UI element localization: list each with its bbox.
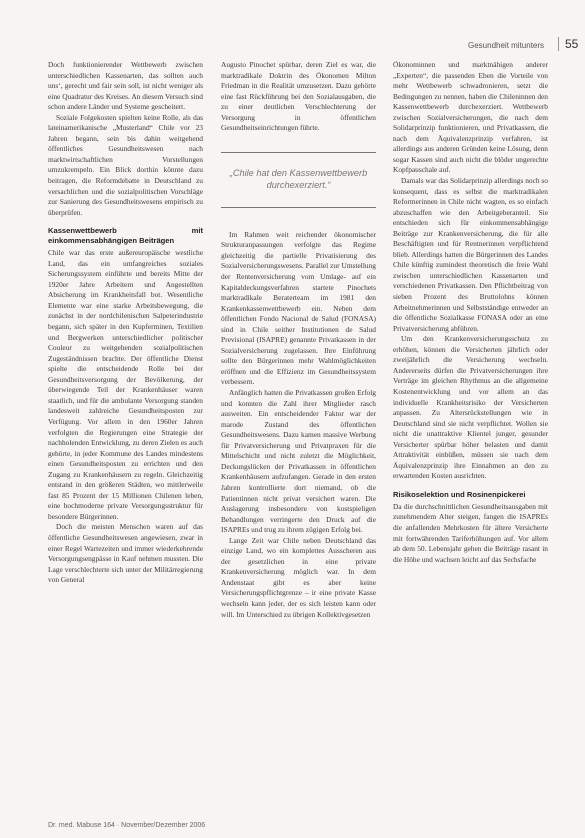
paragraph: Doch die meisten Menschen waren auf das öffentliche Gesundheitswesen angewiesen, zwar in einer Regel Wartezeiten und immer wiederkehrende Versorgungsengpässe in Kauf nehmen mussten. Die Lage verschlechterte sich unter der Militärregierung von General: [48, 522, 203, 585]
paragraph: Doch funktionierender Wettbewerb zwischen unterschiedlichen Kassenarten, das sollten auch uns‘, gerecht und fair sein soll, ist nicht weniger als eine Quadratur des Kreises. An diesem Versuch sind schon andere Länder und Systeme gescheitert.: [48, 60, 203, 112]
paragraph: Um den Krankenversicherungsschutz zu erhöhen, können die Versicherten jährlich oder zweijährlich die Versicherung wechseln. Andererseits dürfen die Privatversicherungen ihre Verträge im gleichen Rhythmus an die allgemeine Kostenentwicklung und vor allem an das individuelle Krankheitsrisiko der Versicherten anpassen. Zu Altersrückstellungen wie in Deutschland sind sie nicht verpflichtet. Wollen sie nicht die unattraktive Klientel junger, gesunder Versicherter spürbar höher belasten und damit Attraktivität einbüßen, müssen sie nach dem Äquivalenzprinzip ihre Einnahmen an den zu erwartenden Kosten ausrichten.: [393, 334, 548, 481]
paragraph: Soziale Folgekosten spielten keine Rolle, als das lateinamerikanische „Musterland“ Chile vor 23 Jahren begann, sein bis dahin weitgehend öffentliches Gesundheitswesen nach marktwirtschaftlichen Vorstellungen umzukrempeln. Ein Blick dorthin könnte dazu beitragen, die Reformdebatte in Deutschland zu versachlichen und die sozialpolitischen Vorschläge zur Sanierung des Gesundheitswesens empirisch zu überprüfen.: [48, 112, 203, 217]
subheading: Kassenwettbewerb mit einkommensabhängigen Beiträgen: [48, 226, 203, 246]
paragraph: Augusto Pinochet spürbar, deren Ziel es war, die marktradikale Doktrin des Ökonomen Milton Friedman in die Realität umzusetzen. Dazu gehörte eine fast Rückführung bei den Sozialausgaben, die zu einer deutlichen Verschlechterung der Versorgung in öffentlichen Gesundheitseinrichtungen führte.: [221, 60, 376, 133]
paragraph: Anfänglich hatten die Privatkassen großen Erfolg und konnten die Zahl ihrer Mitglieder rasch ausweiten. Ein entscheidender Faktor war der marode Zustand des öffentlichen Gesundheitswesens. Dazu kamen massive Werbung für Privatversicherung und Privatpraxen für die Mittelschicht und nicht zuletzt die Möglichkeit, Deckungslücken der Privatkassen in öffentlichen Krankenhäusern aufzufangen. Gerade in den ersten Jahren kontrollierte dort niemand, ob die Patientinnen nicht privat versichert waren. Die Auslagerung insbesondere von kostspieligen Behandlungen verringerte den Druck auf die ISAPREs und trug zu ihrem zügigen Erfolg bei.: [221, 388, 376, 535]
column-3: [393, 60, 548, 565]
column-1: [48, 60, 203, 586]
subheading: Risikoselektion und Rosinenpickerei: [393, 489, 526, 499]
paragraph: Ökonominnen und marktnähigen anderer „Experten“, die passenden Eben die Vorteile von mehr Wettbewerb schwadronieren, setzt die Bedingungen zu nennen, haben die Chileninnen den Kassenwettbewerb durchexerziert. Wettbewerb zwischen Sozialversicherungen, die nach dem Solidarprinzip funktionieren, und Privatkassen, die nach dem Äquivalenzprinzip verfahren, ist allerdings aus anderen Gründen keine Lösung, denn sogar Kassen sind auch nicht die blöder ungerechte Kopfpauschale auf.: [393, 60, 548, 175]
page-footer: Dr. med. Mabuse 164 · November/Dezember 2006: [48, 822, 206, 829]
pull-quote: „Chile hat den Kassenwettbewerb durchexerziert.“: [221, 152, 376, 208]
paragraph: Im Rahmen weit reichender ökonomischer Strukturanpassungen verfolgte das Regime gleichzeitig die partielle Privatisierung des Sozialversicherungswesens. Parallel zur Umstellung der Rentenversicherung vom Umlage- auf ein Kapitaldeckungsverfahren startete Pinochets marktradikale Beraterteam im 1981 den Krankenkassenwettbewerb ein. Neben dem öffentlichen Fondo Nacional de Salud (FONASA) sind in Chile seither Institutionen de Salud Previsional (ISAPRE) genannte Privatkassen in der Sozialversicherung zugelassen. Ihre Einführung sollte den Bürgerinnen mehr Wahlmöglichkeiten eröffnen und die Effizienz im Gesundheitssystem verbessern.: [221, 229, 376, 387]
page-number: 55: [558, 37, 578, 51]
paragraph: Da die durchschnittlichen Gesundheitsausgaben mit zunehmendem Alter steigen, fangen die ISAPREs die anfallenden Mehrkosten für ältere Versicherte mit fortwährenden Tariferhöhungen auf. Vor allem ab dem 50. Lebensjahr gehen die Beiträge rasant in die Höhe und wachsen leicht auf das Sechsfache: [393, 501, 548, 564]
paragraph: Damals war das Solidarprinzip allerdings noch so konsequent, dass es selbst die marktradikalen Reformerinnen in Chile nicht wagten, es so einfach abzuschaffen wie den Arbeitgeberanteil. Sie entschieden sich für einkommensabhängige Beiträge zur Krankenversicherung, die für alle Beschäftigten und für Rentnerinnen verpflichtend blieb. Allerdings hatten die Bürgerinnen des Landes Chile künftig zumindest theoretisch die freie Wahl zwischen unterschiedlichen Kassenarten und verschiedenen Privatkassen. Den Pflichtbeitrag von sieben Prozent des Bruttolohns können Arbeitnehmerinnen und Selbstständige entweder an die öffentliche Sozialkasse FONASA oder an eine Privatversicherung abführen.: [393, 176, 548, 333]
section-title: Gesundheit mitunters: [468, 41, 545, 50]
column-2: [221, 60, 376, 620]
paragraph: Chile war das erste außereuropäische westliche Land, das ein umfangreiches soziales Sicherungssystem einführte und bereits Mitte der 1920er Jahre Arbeitern und Angestellten Absicherung im Krankheitsfall bot. Wesentliche Elemente war eine starke Arbeitsbewegung, die zunächst in der nordchilenischen Salpeterindustrie begann, sich später in den Kupferminen, Textilien und Bergwerken unterschiedlicher politischer Couleur zu weitgehenden sozialpolitischen Zugeständnissen brachte. Der öffentliche Dienst spielte die entscheidende Rolle bei der Gesundheitsversorgung der Bevölkerung, der überwiegende Teil der Krankenhäuser waren staatlich, und für die ambulante Versorgung standen landesweit zahlreiche Gesundheitsposten zur Verfügung. Vor allem in den 1960er Jahren verfolgten die Regierungen eine Strategie der nachholenden Entwicklung, zu deren Zielen es auch gehörte, in jeder Kommune des Landes mindestens einen Gesundheitsposten zu errichten und den Zugang zu Krankenhäusern zu regeln. Gleichzeitig entstand in den größeren Städten, wo mittlerweile fast 85 Prozent der 15 Millionen Chilenen leben, eine hochmoderne private Versorgungsstruktur für besondere Bürgerinnen.: [48, 248, 203, 521]
paragraph: Lange Zeit war Chile neben Deutschland das einzige Land, wo ein komplettes Ausscheren aus der gesetzlichen in eine private Krankenversicherung möglich war. In dem Andenstaat gibt es aber keine Versicherungspflichtgrenze – ir eine private Kasse wechseln kann jeder, der es sich leisten kann oder will. Im Unterschied zu übrigen Kollektivgesetzen: [221, 535, 376, 619]
